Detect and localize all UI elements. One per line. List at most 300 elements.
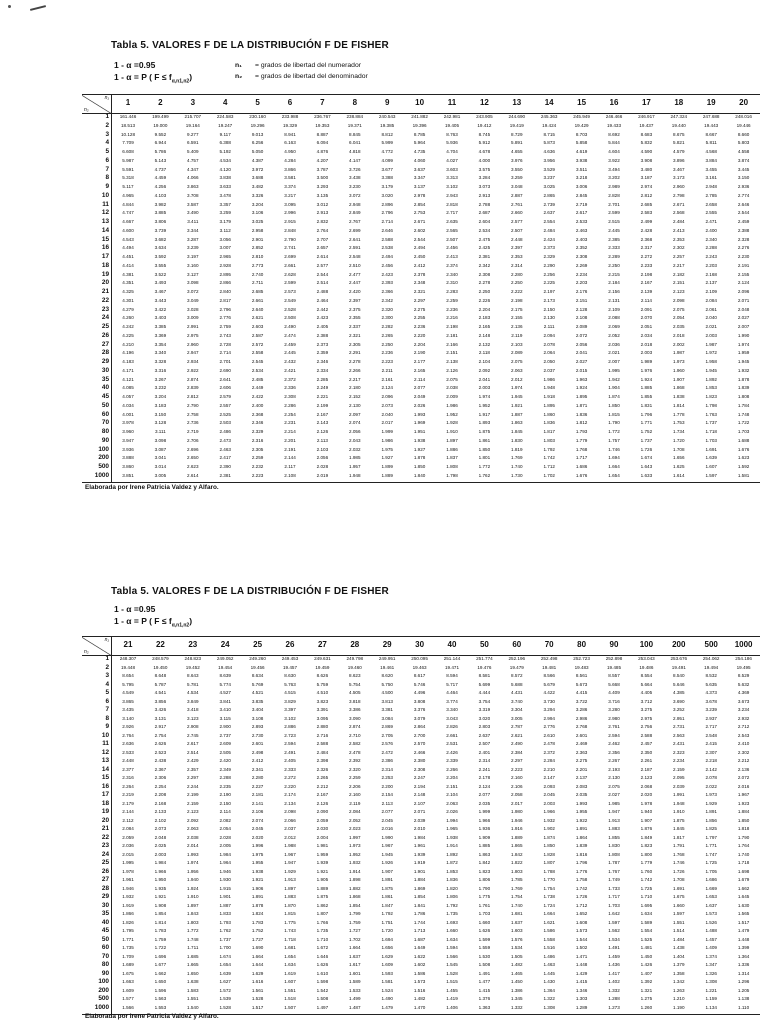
f-value-cell: 1.530 [478, 953, 491, 959]
f-value-cell: 1.691 [705, 446, 717, 452]
f-value-cell: 2.776 [543, 724, 555, 729]
f-value-cell: 4.704 [446, 149, 458, 154]
table-row [82, 936, 760, 944]
row-label-n2: 12 [101, 209, 109, 217]
row-label-n2: 9 [105, 723, 109, 730]
f-value-cell: 3.388 [381, 175, 393, 181]
f-value-cell: 2.413 [673, 227, 685, 233]
f-value-cell: 19.457 [282, 664, 298, 670]
f-value-cell: 1.566 [446, 953, 458, 959]
f-value-cell: 2.161 [381, 376, 393, 382]
f-value-cell: 1.559 [478, 945, 491, 950]
f-value-cell: 5.781 [187, 681, 199, 687]
f-value-cell: 8.660 [737, 131, 750, 137]
f-value-cell: 3.849 [187, 698, 199, 704]
f-value-cell: 1.644 [251, 962, 264, 967]
row-label-n2: 27 [101, 876, 109, 883]
corner-n2: n₂ [84, 107, 89, 113]
f-value-cell: 1.757 [608, 437, 620, 443]
f-value-cell: 1.656 [381, 945, 393, 950]
f-value-cell: 1.856 [705, 817, 717, 823]
f-value-cell: 2.787 [511, 724, 523, 729]
f-value-cell: 1.878 [737, 376, 750, 382]
f-value-cell: 3.754 [478, 698, 491, 704]
f-value-cell: 2.464 [316, 297, 329, 303]
f-value-cell: 2.109 [705, 289, 717, 294]
f-value-cell: 1.987 [673, 350, 685, 356]
f-value-cell: 1.897 [446, 437, 458, 443]
f-value-cell: 8.617 [413, 673, 426, 678]
f-value-cell: 249.453 [281, 656, 299, 661]
f-value-cell: 1.717 [608, 894, 620, 899]
f-value-cell: 1.345 [511, 996, 523, 1001]
f-value-cell: 2.012 [511, 376, 523, 382]
f-value-cell: 2.123 [187, 809, 199, 814]
f-value-cell: 3.275 [640, 707, 653, 712]
f-value-cell: 1.907 [381, 868, 393, 874]
f-value-cell: 8.639 [219, 673, 231, 678]
f-value-cell: 1.526 [705, 919, 717, 925]
f-value-cell: 1.959 [316, 851, 329, 857]
f-value-cell: 2.208 [154, 792, 167, 797]
table-row [82, 698, 760, 706]
f-value-cell: 1.722 [154, 945, 167, 950]
f-value-cell: 2.063 [511, 367, 523, 373]
f-value-cell: 2.204 [413, 341, 426, 347]
f-value-cell: 2.373 [543, 245, 555, 251]
table-row [82, 885, 760, 893]
f-value-cell: 4.210 [122, 341, 134, 347]
f-value-cell: 2.088 [608, 315, 620, 321]
f-value-cell: 2.212 [737, 758, 750, 763]
f-value-cell: 3.344 [187, 227, 199, 233]
f-value-cell: 2.174 [284, 792, 296, 797]
f-value-cell: 5.912 [478, 140, 491, 146]
f-value-cell: 1.823 [640, 843, 653, 848]
row-label-n2: 40 [101, 384, 109, 392]
f-value-cell: 4.965 [122, 192, 134, 198]
table-row [82, 723, 760, 731]
f-value-cell: 1.652 [575, 911, 588, 916]
f-value-cell: 2.084 [349, 809, 361, 814]
f-value-cell: 1.967 [737, 792, 750, 797]
f-value-cell: 2.254 [154, 783, 167, 789]
f-value-cell: 2.093 [543, 783, 555, 789]
f-value-cell: 1.645 [737, 894, 750, 899]
f-value-cell: 1.847 [381, 902, 393, 908]
f-value-cell: 2.915 [284, 219, 296, 224]
f-value-cell: 2.852 [251, 245, 264, 251]
f-value-cell: 1.935 [154, 885, 167, 891]
f-value-cell: 2.034 [640, 332, 653, 338]
f-value-cell: 4.757 [187, 157, 199, 163]
f-value-cell: 2.124 [381, 385, 393, 391]
f-value-cell: 2.048 [737, 306, 750, 312]
f-value-cell: 5.759 [316, 681, 329, 687]
f-value-cell: 3.217 [284, 192, 296, 198]
f-value-cell: 3.838 [219, 175, 231, 181]
f-value-cell: 2.307 [705, 749, 717, 755]
f-value-cell: 1.807 [543, 860, 555, 865]
f-value-cell: 2.075 [446, 376, 458, 382]
f-value-cell: 2.980 [608, 715, 620, 721]
f-value-cell: 8.703 [575, 131, 588, 137]
f-value-cell: 3.482 [251, 184, 264, 189]
f-value-cell: 8.532 [705, 673, 717, 678]
f-value-cell: 2.617 [575, 210, 588, 216]
f-value-cell: 2.204 [478, 306, 491, 312]
f-value-cell: 2.887 [511, 192, 523, 198]
f-value-cell: 2.155 [511, 315, 523, 321]
f-value-cell: 6.094 [316, 140, 329, 146]
f-value-cell: 1.596 [154, 987, 167, 993]
f-value-cell: 1.939 [413, 851, 426, 857]
f-value-cell: 1.927 [413, 446, 426, 452]
f-value-cell: 2.003 [478, 385, 491, 391]
f-value-cell: 1.720 [381, 928, 393, 933]
f-value-cell: 2.223 [511, 766, 523, 772]
f-value-cell: 2.114 [640, 297, 652, 303]
f-value-cell: 1.861 [478, 437, 491, 443]
row-label-n2: 25 [101, 323, 109, 330]
f-value-cell: 2.107 [413, 800, 426, 806]
f-value-cell: 2.948 [349, 201, 361, 207]
f-value-cell: 253.043 [638, 656, 655, 661]
f-value-cell: 19.450 [153, 664, 168, 670]
f-value-cell: 2.286 [284, 402, 296, 408]
f-value-cell: 3.073 [478, 184, 491, 189]
f-value-cell: 251.144 [443, 656, 461, 661]
f-value-cell: 1.902 [543, 826, 555, 831]
f-value-cell: 3.204 [251, 201, 264, 207]
f-value-cell: 1.938 [413, 437, 426, 443]
f-value-cell: 1.758 [575, 877, 588, 882]
f-value-cell: 2.266 [349, 367, 361, 373]
f-value-cell: 19.419 [509, 122, 524, 128]
f-value-cell: 1.617 [349, 962, 361, 967]
row-label-n2: 6 [105, 156, 109, 164]
f-value-cell: 2.198 [511, 297, 523, 303]
f-value-cell: 1.448 [737, 936, 750, 942]
f-value-cell: 2.133 [154, 809, 167, 814]
table-row [82, 800, 760, 808]
f-value-cell: 1.700 [219, 945, 231, 950]
def-denominator-symbol: n₂ [235, 73, 243, 80]
f-value-cell: 1.796 [640, 411, 653, 417]
f-value-cell: 215.707 [184, 114, 202, 119]
f-value-cell: 2.201 [284, 437, 296, 443]
f-value-cell: 2.534 [251, 367, 264, 373]
row-label-n2: 14 [101, 226, 109, 234]
f-value-cell: 1.524 [381, 987, 393, 993]
f-value-cell: 2.601 [575, 732, 588, 738]
f-value-cell: 2.077 [478, 792, 491, 797]
f-value-cell: 2.241 [478, 766, 491, 772]
f-value-cell: 2.913 [316, 210, 329, 216]
f-value-cell: 3.072 [349, 192, 361, 198]
f-value-cell: 2.182 [673, 271, 685, 277]
f-value-cell: 230.160 [249, 114, 266, 119]
f-value-cell: 2.165 [478, 324, 491, 329]
f-value-cell: 2.375 [349, 306, 361, 312]
f-value-cell: 6.041 [349, 140, 361, 146]
f-value-cell: 5.803 [737, 140, 750, 146]
corner-n1: n₁ [104, 637, 109, 643]
f-value-cell: 1.633 [640, 472, 653, 478]
f-value-cell: 2.548 [705, 732, 717, 738]
f-value-cell: 3.818 [349, 698, 361, 704]
f-value-cell: 2.143 [316, 420, 329, 426]
row-label-n2: 200 [98, 986, 109, 994]
f-value-cell: 1.910 [187, 894, 199, 899]
column-header-n1: 5 [255, 98, 260, 107]
row-label-n2: 1000 [94, 1003, 109, 1011]
f-value-cell: 2.106 [511, 783, 523, 789]
f-value-cell: 1.762 [219, 928, 231, 933]
f-value-cell: 2.917 [154, 724, 167, 729]
f-value-cell: 2.989 [608, 184, 620, 189]
f-value-cell: 3.230 [349, 184, 361, 189]
f-value-cell: 2.072 [575, 332, 588, 338]
f-value-cell: 2.471 [705, 219, 717, 224]
f-value-cell: 2.960 [187, 341, 199, 347]
f-value-cell: 2.058 [511, 792, 523, 797]
f-value-cell: 3.555 [154, 262, 167, 268]
f-value-cell: 1.795 [122, 928, 134, 933]
f-value-cell: 1.712 [575, 902, 588, 908]
f-value-cell: 2.063 [187, 826, 199, 831]
f-value-cell: 2.975 [187, 332, 199, 338]
f-value-cell: 2.290 [543, 262, 555, 268]
f-value-cell: 2.126 [446, 367, 458, 373]
table-row [82, 953, 760, 961]
row-label-n2: 15 [101, 235, 109, 243]
f-value-cell: 1.488 [705, 928, 717, 933]
f-value-cell: 2.951 [673, 715, 685, 721]
f-value-cell: 19.412 [477, 122, 492, 128]
f-value-cell: 1.534 [511, 945, 523, 950]
f-value-cell: 2.510 [349, 262, 361, 268]
f-value-cell: 2.796 [381, 210, 393, 216]
f-value-cell: 5.987 [122, 157, 134, 163]
f-value-cell: 2.363 [575, 749, 588, 755]
f-value-cell: 1.742 [640, 877, 653, 882]
f-value-cell: 1.939 [316, 860, 329, 865]
f-value-cell: 2.922 [187, 367, 199, 373]
f-value-cell: 2.661 [284, 262, 296, 268]
f-value-cell: 2.103 [316, 446, 329, 452]
f-value-cell: 1.737 [219, 936, 231, 942]
column-header-n1: 23 [188, 640, 198, 649]
f-value-cell: 2.448 [511, 236, 523, 242]
f-value-cell: 2.719 [575, 201, 588, 207]
f-value-cell: 1.978 [640, 800, 653, 806]
f-value-cell: 2.215 [608, 271, 620, 277]
f-value-cell: 2.017 [381, 420, 393, 426]
f-value-cell: 8.887 [316, 131, 329, 137]
f-value-cell: 1.376 [478, 996, 491, 1001]
f-value-cell: 1.363 [478, 1004, 491, 1010]
f-value-cell: 2.350 [640, 749, 653, 755]
f-value-cell: 1.771 [705, 843, 717, 848]
f-value-cell: 1.415 [478, 987, 491, 993]
row-label-n2: 35 [101, 375, 109, 383]
f-value-cell: 3.443 [154, 297, 167, 303]
f-value-cell: 3.374 [284, 184, 296, 189]
f-value-cell: 4.369 [737, 690, 750, 695]
f-value-cell: 5.821 [673, 140, 685, 146]
f-value-cell: 3.012 [316, 201, 329, 207]
f-value-cell: 5.673 [575, 681, 588, 687]
f-value-cell: 2.515 [608, 219, 620, 224]
f-value-cell: 1.288 [608, 996, 620, 1001]
f-value-cell: 1.592 [737, 464, 750, 469]
f-value-cell: 1.921 [316, 868, 329, 874]
f-value-cell: 1.752 [640, 429, 653, 434]
f-value-cell: 2.234 [575, 271, 588, 277]
f-value-cell: 1.808 [737, 394, 750, 399]
f-value-cell: 1.999 [478, 809, 491, 814]
f-value-cell: 1.969 [413, 420, 426, 426]
f-value-cell: 2.533 [575, 219, 588, 224]
f-value-cell: 2.583 [640, 210, 653, 216]
f-value-cell: 4.844 [122, 201, 134, 207]
f-value-cell: 2.573 [284, 289, 296, 294]
f-value-cell: 5.786 [154, 149, 167, 154]
f-value-cell: 1.686 [705, 877, 717, 882]
f-value-cell: 2.538 [381, 245, 393, 251]
f-value-cell: 1.539 [219, 996, 231, 1001]
row-label-n2: 1 [105, 113, 109, 120]
f-value-cell: 1.525 [640, 936, 653, 942]
row-label-n2: 21 [101, 288, 109, 295]
f-value-cell: 238.884 [346, 114, 364, 119]
f-value-cell: 2.114 [414, 376, 426, 382]
f-value-cell: 2.234 [673, 758, 685, 763]
row-label-n2: 20 [101, 279, 109, 287]
f-value-cell: 2.657 [316, 245, 329, 251]
f-value-cell: 3.131 [154, 715, 167, 721]
f-value-cell: 1.984 [219, 851, 231, 857]
f-value-cell: 2.136 [737, 766, 750, 772]
f-value-cell: 2.077 [381, 809, 393, 814]
f-value-cell: 2.767 [349, 219, 361, 224]
f-value-cell: 1.926 [381, 860, 393, 865]
f-value-cell: 3.678 [705, 698, 717, 704]
f-value-cell: 2.426 [446, 749, 458, 755]
f-value-cell: 2.599 [608, 210, 620, 216]
column-header-n1: 27 [317, 640, 327, 649]
f-value-cell: 248.016 [735, 114, 752, 119]
f-value-cell: 2.052 [349, 817, 361, 823]
f-value-cell: 3.860 [122, 464, 134, 469]
f-value-cell: 1.806 [446, 894, 458, 899]
f-value-cell: 2.142 [705, 766, 717, 772]
f-value-cell: 1.878 [251, 902, 264, 908]
f-value-cell: 1.875 [478, 429, 491, 434]
f-value-cell: 2.699 [349, 227, 361, 233]
f-value-cell: 2.372 [284, 376, 296, 382]
column-header-n1: 26 [285, 640, 295, 649]
row-label-n2: 25 [101, 859, 109, 866]
f-value-cell: 2.003 [705, 332, 717, 338]
f-value-cell: 1.850 [413, 464, 426, 469]
f-value-cell: 2.184 [608, 280, 620, 286]
table-row [82, 876, 760, 884]
f-value-cell: 2.398 [316, 758, 329, 763]
f-value-cell: 3.410 [219, 707, 231, 712]
f-value-cell: 1.798 [705, 402, 717, 408]
f-value-cell: 2.548 [349, 254, 361, 259]
f-value-cell: 1.565 [737, 911, 750, 916]
f-value-cell: 2.456 [446, 245, 458, 251]
f-value-cell: 2.448 [122, 758, 134, 763]
f-value-cell: 1.797 [705, 834, 717, 840]
f-value-cell: 1.703 [608, 902, 620, 908]
f-value-cell: 2.545 [251, 359, 264, 364]
f-value-cell: 2.866 [219, 280, 231, 286]
f-value-cell: 1.602 [413, 962, 426, 967]
f-value-cell: 1.993 [187, 851, 199, 857]
table-row [82, 842, 760, 850]
f-value-cell: 1.426 [640, 962, 653, 967]
f-value-cell: 2.226 [478, 297, 491, 303]
f-value-cell: 2.283 [446, 289, 458, 294]
f-value-cell: 1.662 [737, 885, 750, 891]
f-value-cell: 19.459 [315, 664, 330, 670]
f-value-cell: 2.839 [187, 385, 199, 391]
f-value-cell: 8.648 [154, 673, 167, 678]
f-value-cell: 4.549 [122, 690, 134, 695]
f-value-cell: 1.914 [446, 843, 458, 848]
column-header-n1: 500 [704, 640, 718, 649]
f-value-cell: 3.090 [349, 715, 361, 721]
table-row [82, 740, 760, 748]
f-value-cell: 1.746 [608, 446, 620, 452]
f-value-cell: 1.607 [705, 464, 717, 469]
f-value-cell: 2.417 [219, 455, 231, 461]
f-value-cell: 1.110 [738, 1004, 750, 1010]
row-label-n2: 24 [101, 314, 109, 322]
f-value-cell: 2.447 [349, 280, 361, 286]
f-value-cell: 8.692 [608, 131, 620, 137]
f-value-cell: 3.316 [154, 367, 167, 373]
f-value-cell: 4.590 [640, 149, 653, 154]
f-value-cell: 5.591 [122, 166, 134, 172]
f-value-cell: 3.581 [284, 175, 296, 181]
f-value-cell: 1.561 [251, 987, 264, 993]
f-value-cell: 2.456 [381, 262, 393, 268]
f-value-cell: 1.957 [349, 464, 361, 469]
f-value-cell: 3.025 [251, 219, 264, 224]
f-value-cell: 1.650 [187, 970, 199, 976]
column-header-n1: 16 [609, 98, 619, 107]
f-value-cell: 1.776 [575, 868, 588, 874]
f-value-cell: 1.871 [575, 402, 588, 408]
f-value-cell: 2.168 [705, 271, 717, 277]
f-value-cell: 2.661 [251, 297, 264, 303]
row-label-n2: 18 [101, 261, 109, 269]
f-value-cell: 2.197 [543, 289, 555, 294]
f-value-cell: 2.300 [381, 315, 393, 321]
row-label-n2: 8 [105, 174, 109, 182]
f-value-cell: 2.282 [381, 324, 393, 329]
f-value-cell: 1.597 [673, 911, 685, 916]
f-value-cell: 3.978 [122, 420, 134, 426]
row-label-n2: 21 [101, 825, 109, 832]
f-value-cell: 1.406 [446, 1004, 458, 1010]
f-value-cell: 2.555 [705, 210, 717, 216]
